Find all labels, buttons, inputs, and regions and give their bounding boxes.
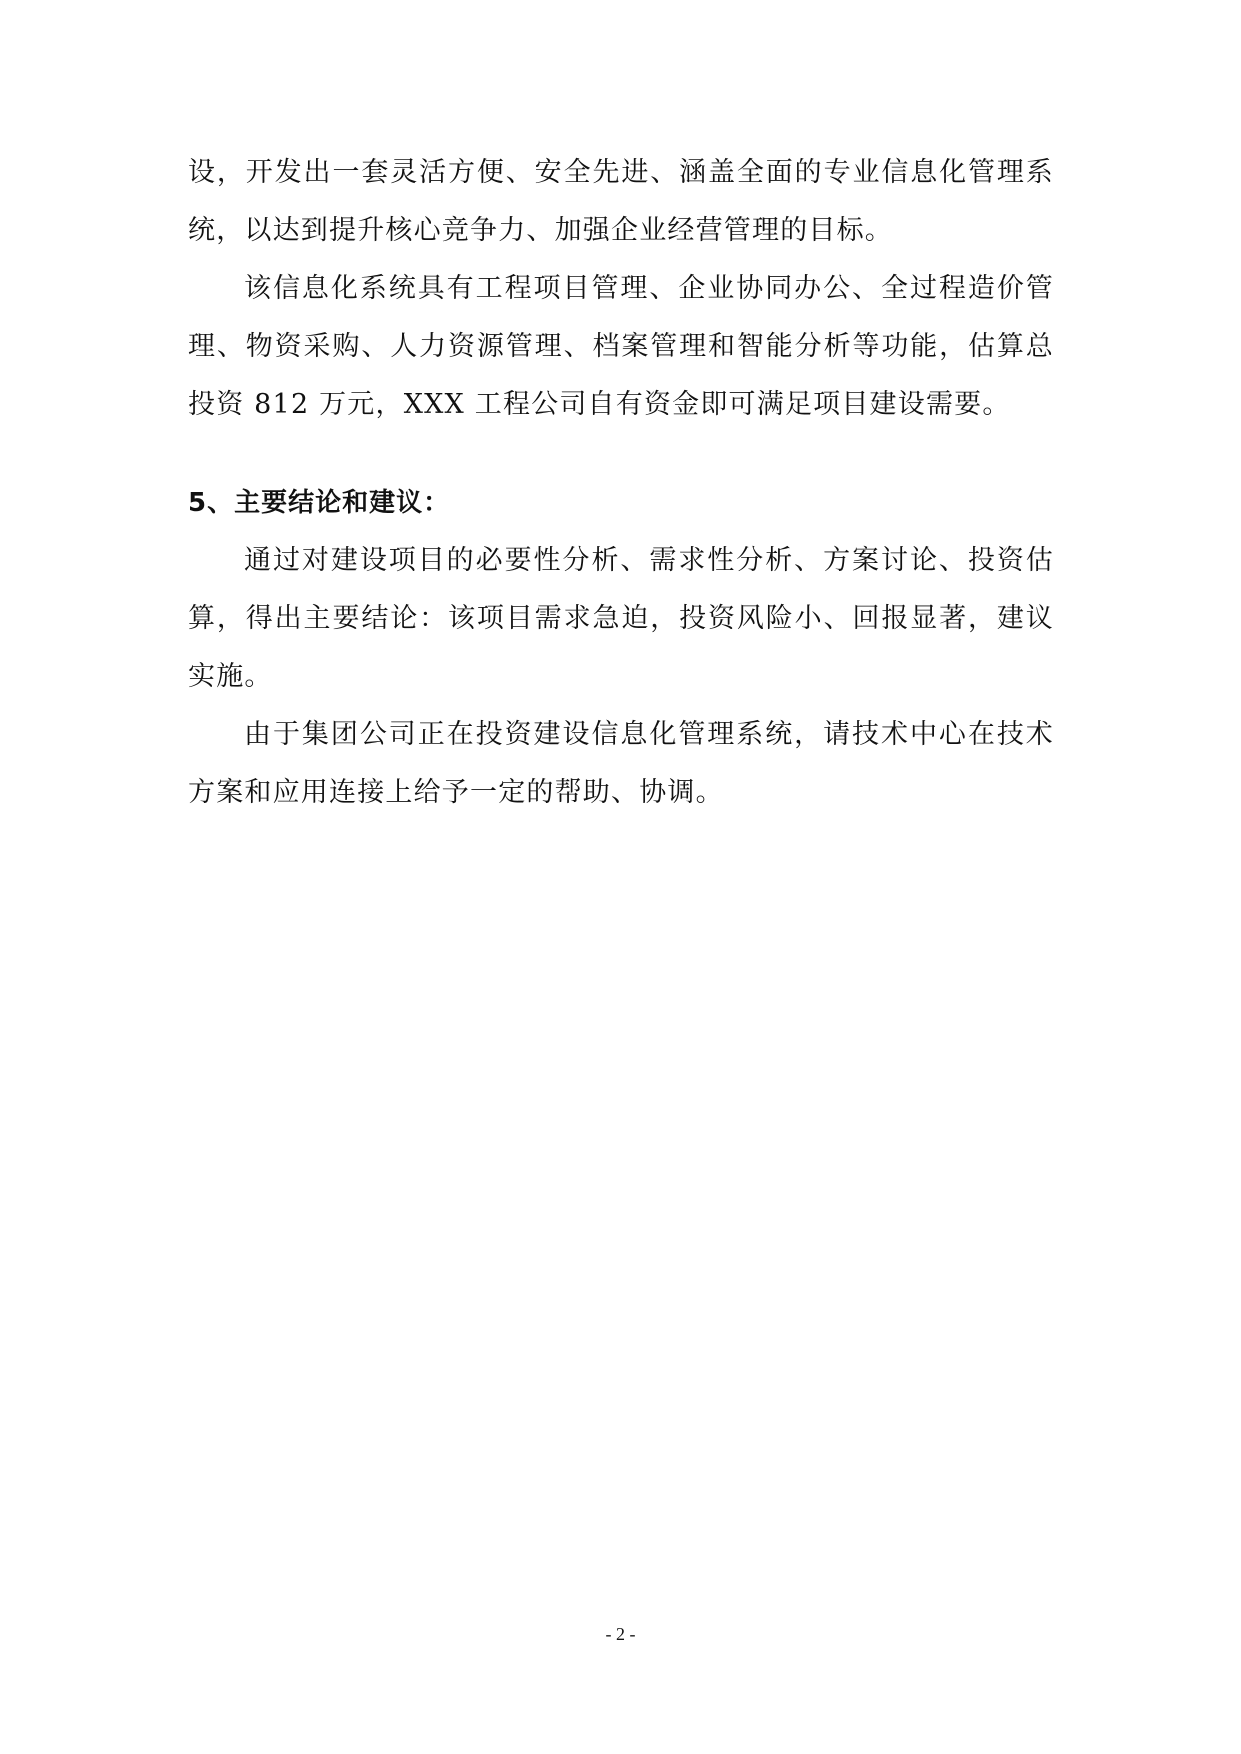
page-number: - 2 - [605,1624,636,1644]
paragraph-system-functions: 该信息化系统具有工程项目管理、企业协同办公、全过程造价管理、物资采购、人力资源管理、档案管理和智能分析等功能，估算总投资 812 万元，XXX 工程公司自有资金即可满足项目建设需要。 [188,273,1054,420]
section-heading-conclusions: 5、主要结论和建议： [188,488,451,518]
section-spacer [188,434,1054,474]
document-body [188,144,1054,822]
paragraph-conclusion: 通过对建设项目的必要性分析、需求性分析、方案讨论、投资估算，得出主要结论：该项目需求急迫，投资风险小、回报显著，建议实施。 [188,545,1054,692]
paragraph-recommendation: 由于集团公司正在投资建设信息化管理系统，请技术中心在技术方案和应用连接上给予一定的帮助、协调。 [188,719,1054,808]
paragraph-continuation: 设，开发出一套灵活方便、安全先进、涵盖全面的专业信息化管理系统，以达到提升核心竞争力、加强企业经营管理的目标。 [188,157,1054,246]
